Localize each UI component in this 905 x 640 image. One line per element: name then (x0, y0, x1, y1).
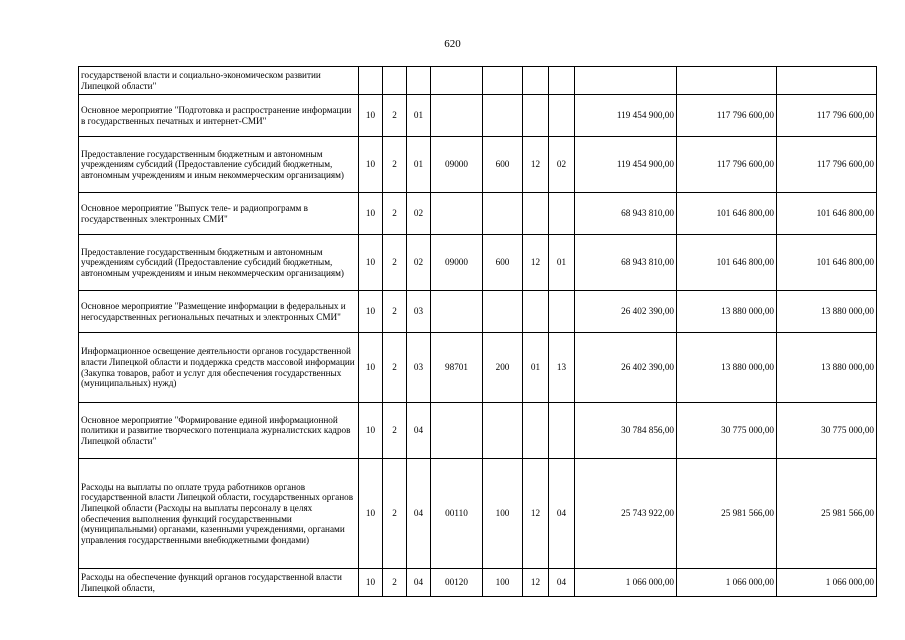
cell-chapter (523, 95, 549, 137)
cell-amount-2: 30 775 000,00 (677, 403, 777, 459)
cell-subprogram (383, 67, 407, 95)
row-description: государственой власти и социально-экономическом развитии Липецкой области" (79, 67, 359, 95)
cell-expense-type: 600 (483, 235, 523, 291)
cell-chapter: 01 (523, 333, 549, 403)
cell-amount-1: 26 402 390,00 (575, 291, 677, 333)
cell-section: 10 (359, 291, 383, 333)
cell-expense-type (483, 403, 523, 459)
cell-expense-type (483, 291, 523, 333)
cell-amount-2: 117 796 600,00 (677, 137, 777, 193)
budget-table (78, 66, 877, 597)
cell-direction-code (431, 95, 483, 137)
cell-expense-type: 100 (483, 459, 523, 569)
row-description: Основное мероприятие "Подготовка и распространение информации в государственных печатных и интернет-СМИ" (79, 95, 359, 137)
cell-direction-code (431, 193, 483, 235)
cell-amount-1: 25 743 922,00 (575, 459, 677, 569)
cell-subprogram: 2 (383, 193, 407, 235)
cell-activity: 01 (407, 137, 431, 193)
cell-amount-3: 117 796 600,00 (777, 95, 877, 137)
cell-amount-2: 13 880 000,00 (677, 333, 777, 403)
cell-amount-3 (777, 67, 877, 95)
cell-expense-type: 100 (483, 569, 523, 597)
cell-section: 10 (359, 333, 383, 403)
cell-activity: 03 (407, 291, 431, 333)
cell-chapter (523, 291, 549, 333)
cell-subprogram: 2 (383, 235, 407, 291)
cell-direction-code (431, 403, 483, 459)
cell-amount-3: 101 646 800,00 (777, 235, 877, 291)
cell-section: 10 (359, 569, 383, 597)
cell-amount-2: 101 646 800,00 (677, 193, 777, 235)
cell-amount-2: 13 880 000,00 (677, 291, 777, 333)
cell-section (359, 67, 383, 95)
cell-amount-1: 30 784 856,00 (575, 403, 677, 459)
cell-chapter (523, 193, 549, 235)
cell-amount-1: 119 454 900,00 (575, 137, 677, 193)
cell-subprogram: 2 (383, 95, 407, 137)
cell-expense-type: 600 (483, 137, 523, 193)
cell-direction-code: 00110 (431, 459, 483, 569)
cell-direction-code (431, 67, 483, 95)
cell-chapter (523, 67, 549, 95)
table-row (79, 333, 877, 403)
cell-amount-3: 1 066 000,00 (777, 569, 877, 597)
cell-section: 10 (359, 235, 383, 291)
cell-activity: 04 (407, 403, 431, 459)
table-row (79, 67, 877, 95)
cell-expense-type (483, 95, 523, 137)
cell-amount-2 (677, 67, 777, 95)
cell-subsection (549, 403, 575, 459)
cell-subsection (549, 193, 575, 235)
cell-direction-code: 09000 (431, 235, 483, 291)
row-description: Информационное освещение деятельности органов государственной власти Липецкой области и поддержка средств массовой информации (Закупка товаров, работ и услуг для обеспечения государственных (муниципальных) нужд) (79, 333, 359, 403)
cell-activity: 02 (407, 235, 431, 291)
table-row (79, 569, 877, 597)
cell-activity: 04 (407, 459, 431, 569)
row-description: Основное мероприятие "Размещение информации в федеральных и негосударственных региональных печатных и электронных СМИ" (79, 291, 359, 333)
cell-expense-type: 200 (483, 333, 523, 403)
cell-activity: 02 (407, 193, 431, 235)
table-row (79, 459, 877, 569)
row-description: Основное мероприятие "Выпуск теле- и радиопрограмм в государственных электронных СМИ" (79, 193, 359, 235)
cell-subprogram: 2 (383, 569, 407, 597)
table-row (79, 193, 877, 235)
row-description: Расходы на обеспечение функций органов государственной власти Липецкой области, (79, 569, 359, 597)
cell-amount-2: 25 981 566,00 (677, 459, 777, 569)
cell-amount-2: 1 066 000,00 (677, 569, 777, 597)
cell-activity: 01 (407, 95, 431, 137)
page-number: 620 (444, 38, 461, 50)
table-row (79, 235, 877, 291)
cell-amount-1 (575, 67, 677, 95)
cell-activity: 03 (407, 333, 431, 403)
cell-subsection: 04 (549, 569, 575, 597)
cell-direction-code: 00120 (431, 569, 483, 597)
cell-expense-type (483, 193, 523, 235)
cell-chapter: 12 (523, 137, 549, 193)
cell-subsection (549, 95, 575, 137)
cell-direction-code: 98701 (431, 333, 483, 403)
cell-amount-3: 117 796 600,00 (777, 137, 877, 193)
row-description: Основное мероприятие "Формирование единой информационной политики и развитие творческого потенциала журналистских кадров Липецкой области" (79, 403, 359, 459)
cell-section: 10 (359, 95, 383, 137)
cell-amount-3: 13 880 000,00 (777, 333, 877, 403)
cell-subsection: 02 (549, 137, 575, 193)
cell-section: 10 (359, 193, 383, 235)
cell-amount-3: 25 981 566,00 (777, 459, 877, 569)
cell-amount-2: 101 646 800,00 (677, 235, 777, 291)
cell-section: 10 (359, 137, 383, 193)
row-description: Предоставление государственным бюджетным и автономным учреждениям субсидий (Предоставление субсидий бюджетным, автономным учреждениям и иным некоммерческим организациям) (79, 235, 359, 291)
cell-amount-3: 101 646 800,00 (777, 193, 877, 235)
cell-expense-type (483, 67, 523, 95)
cell-amount-3: 13 880 000,00 (777, 291, 877, 333)
row-description: Расходы на выплаты по оплате труда работников органов государственной власти Липецкой области, государственных органов Липецкой области (Расходы на выплаты персоналу в целях обеспечения выполнения функций государственными (муниципальными) органами, казенными учреждениями, органами управления государственными внебюджетными фондами) (79, 459, 359, 569)
table-row (79, 403, 877, 459)
table-row (79, 291, 877, 333)
cell-subprogram: 2 (383, 137, 407, 193)
cell-chapter: 12 (523, 569, 549, 597)
cell-amount-1: 1 066 000,00 (575, 569, 677, 597)
cell-direction-code (431, 291, 483, 333)
cell-chapter (523, 403, 549, 459)
cell-chapter: 12 (523, 235, 549, 291)
cell-amount-1: 68 943 810,00 (575, 193, 677, 235)
cell-amount-1: 68 943 810,00 (575, 235, 677, 291)
cell-subprogram: 2 (383, 459, 407, 569)
cell-amount-1: 119 454 900,00 (575, 95, 677, 137)
cell-activity (407, 67, 431, 95)
cell-subsection (549, 291, 575, 333)
cell-chapter: 12 (523, 459, 549, 569)
cell-subsection: 13 (549, 333, 575, 403)
table-row (79, 95, 877, 137)
cell-activity: 04 (407, 569, 431, 597)
cell-amount-2: 117 796 600,00 (677, 95, 777, 137)
row-description: Предоставление государственным бюджетным и автономным учреждениям субсидий (Предоставление субсидий бюджетным, автономным учреждениям и иным некоммерческим организациям) (79, 137, 359, 193)
cell-subsection (549, 67, 575, 95)
cell-subprogram: 2 (383, 291, 407, 333)
cell-subprogram: 2 (383, 333, 407, 403)
cell-section: 10 (359, 459, 383, 569)
cell-amount-3: 30 775 000,00 (777, 403, 877, 459)
cell-amount-1: 26 402 390,00 (575, 333, 677, 403)
cell-direction-code: 09000 (431, 137, 483, 193)
table-row (79, 137, 877, 193)
cell-subsection: 04 (549, 459, 575, 569)
cell-subsection: 01 (549, 235, 575, 291)
cell-section: 10 (359, 403, 383, 459)
cell-subprogram: 2 (383, 403, 407, 459)
